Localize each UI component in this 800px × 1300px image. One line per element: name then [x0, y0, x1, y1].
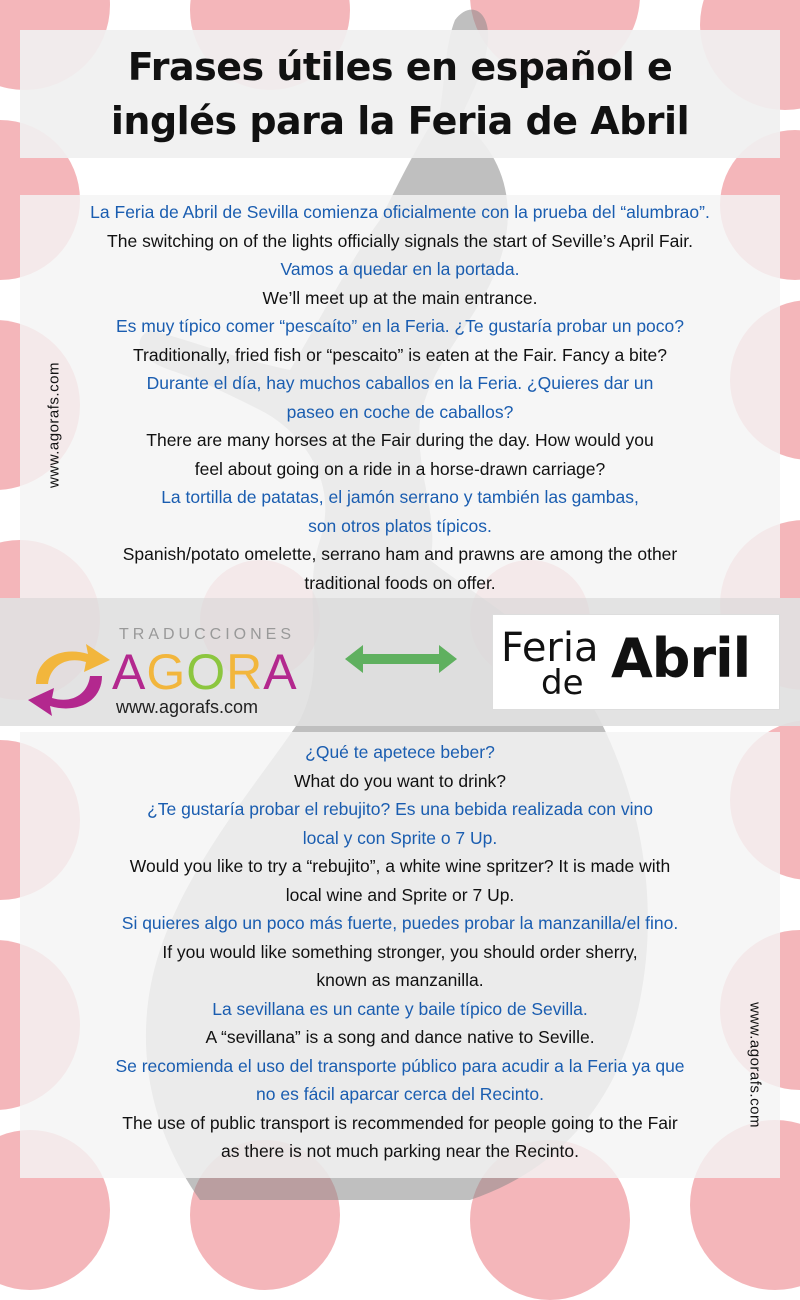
- spanish-phrase-line: local y con Sprite o 7 Up.: [302, 827, 498, 848]
- title-line-2: inglés para la Feria de Abril: [110, 99, 690, 143]
- agora-url[interactable]: www.agorafs.com: [116, 697, 259, 717]
- spanish-phrase-line: Si quieres algo un poco más fuerte, puedes probar la manzanilla/el fino.: [121, 913, 679, 933]
- spanish-phrase-line: Se recomienda el uso del transporte público para acudir a la Feria ya que: [115, 1055, 685, 1076]
- de-word: de: [541, 663, 584, 703]
- title-banner: [20, 30, 780, 158]
- bottom-phrases-panel: [20, 732, 780, 1178]
- feria-word: Feria: [501, 625, 599, 671]
- spanish-phrase-line: Es muy típico comer “pescaíto” en la Feria. ¿Te gustaría probar un poco?: [115, 316, 685, 336]
- spanish-phrase-line: paseo en coche de caballos?: [286, 401, 514, 422]
- logo-band: [0, 598, 800, 726]
- agora-tagline: TRADUCCIONES: [119, 626, 296, 643]
- spanish-phrase-line: La Feria de Abril de Sevilla comienza oficialmente con la prueba del “alumbrao”.: [90, 202, 710, 222]
- spanish-phrase-line: son otros platos típicos.: [308, 515, 492, 536]
- english-phrase-line: If you would like something stronger, you should order sherry,: [162, 941, 638, 962]
- spanish-phrase-line: ¿Te gustaría probar el rebujito? Es una bebida realizada con vino: [147, 799, 653, 819]
- abril-word: Abril: [611, 627, 751, 690]
- agora-letter: G: [146, 644, 187, 700]
- side-url-left[interactable]: www.agorafs.com: [45, 362, 63, 488]
- english-phrase-line: What do you want to drink?: [293, 770, 507, 791]
- agora-letter: O: [186, 644, 227, 700]
- agora-wordmark: [112, 644, 298, 700]
- english-phrase-line: There are many horses at the Fair during the day. How would you: [146, 430, 654, 450]
- english-phrase-line: as there is not much parking near the Recinto.: [221, 1141, 579, 1161]
- top-phrases-panel: [20, 195, 780, 598]
- english-phrase-line: Would you like to try a “rebujito”, a white wine spritzer? It is made with: [129, 856, 671, 876]
- english-phrase-line: A “sevillana” is a song and dance native to Seville.: [205, 1027, 595, 1047]
- agora-letter: A: [112, 644, 147, 700]
- english-phrase-line: feel about going on a ride in a horse-drawn carriage?: [194, 458, 606, 479]
- spanish-phrase-line: ¿Qué te apetece beber?: [305, 742, 495, 762]
- spanish-phrase-line: Vamos a quedar en la portada.: [280, 259, 520, 279]
- spanish-phrase-line: no es fácil aparcar cerca del Recinto.: [256, 1084, 544, 1104]
- english-phrase-line: The use of public transport is recommended for people going to the Fair: [122, 1112, 678, 1133]
- agora-letter: A: [263, 644, 298, 700]
- english-phrase-line: local wine and Sprite or 7 Up.: [285, 884, 515, 905]
- title-line-1: Frases útiles en español e: [127, 45, 673, 89]
- english-phrase-line: The switching on of the lights officially signals the start of Seville’s April Fair.: [107, 230, 693, 251]
- spanish-phrase-line: Durante el día, hay muchos caballos en la Feria. ¿Quieres dar un: [146, 373, 654, 393]
- agora-logo: [24, 620, 324, 720]
- spanish-phrase-line: La tortilla de patatas, el jamón serrano y también las gambas,: [161, 487, 639, 507]
- english-phrase-line: Spanish/potato omelette, serrano ham and prawns are among the other: [122, 544, 678, 564]
- side-url-right[interactable]: www.agorafs.com: [746, 1002, 764, 1128]
- english-phrase-line: Traditionally, fried fish or “pescaito” is eaten at the Fair. Fancy a bite?: [133, 344, 667, 365]
- agora-arrows-icon: [26, 640, 112, 720]
- spanish-phrase-line: La sevillana es un cante y baile típico de Sevilla.: [212, 998, 588, 1019]
- agora-letter: R: [226, 644, 264, 700]
- english-phrase-line: known as manzanilla.: [316, 970, 484, 990]
- english-phrase-line: We’ll meet up at the main entrance.: [262, 287, 538, 308]
- feria-de-abril-logo: [492, 614, 780, 710]
- english-phrase-line: traditional foods on offer.: [304, 572, 496, 593]
- double-arrow-icon: [345, 642, 457, 676]
